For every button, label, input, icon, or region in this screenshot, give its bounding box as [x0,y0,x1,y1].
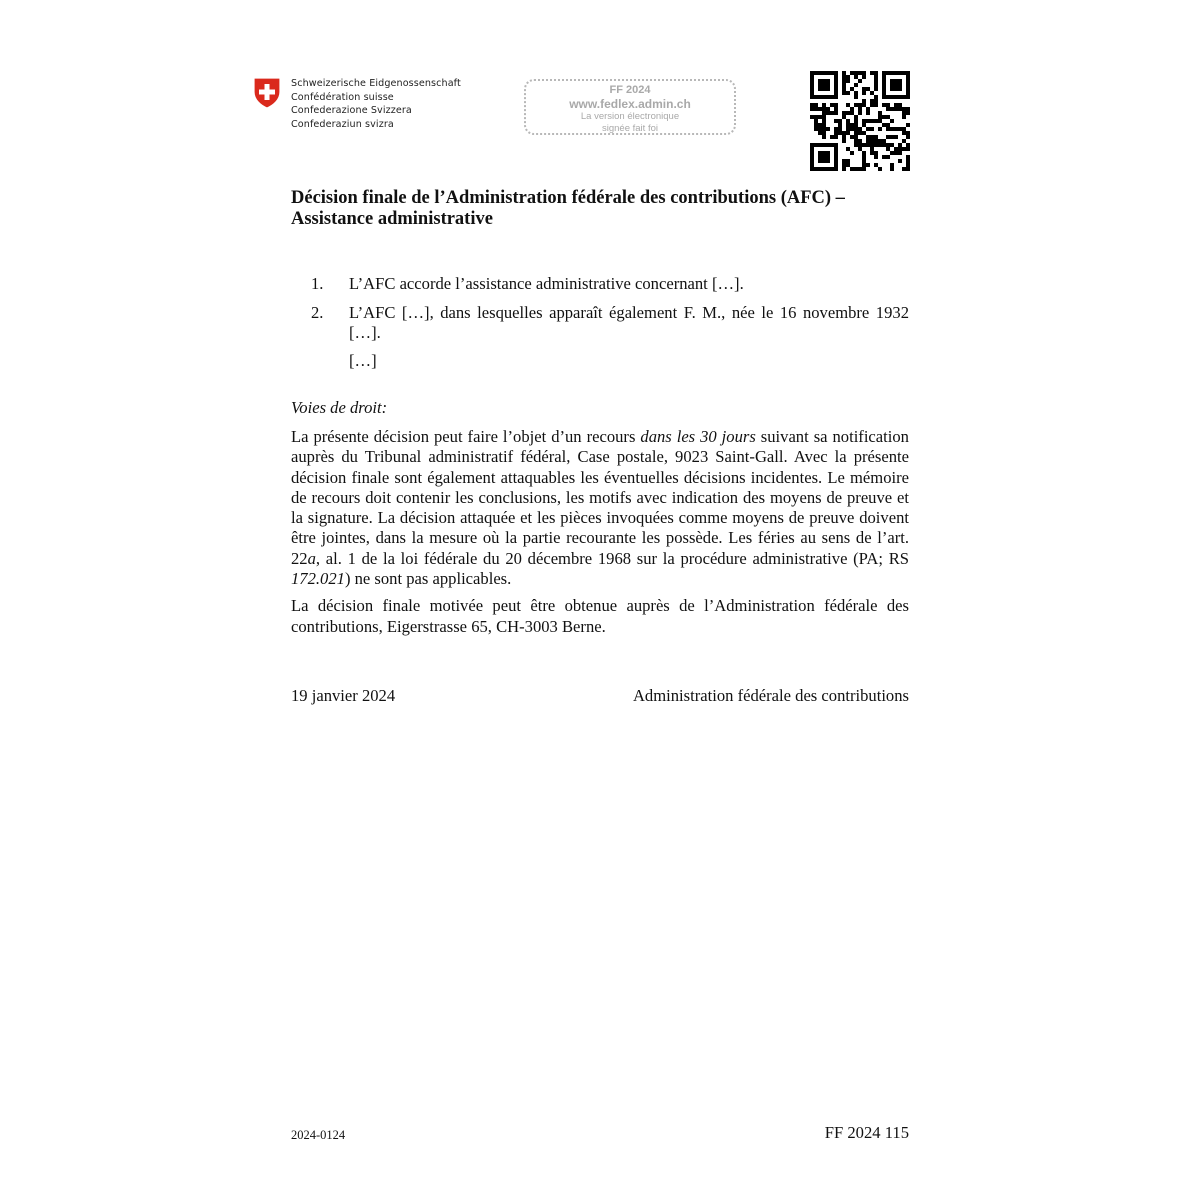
stamp-publication: FF 2024 [609,84,651,96]
remedies-heading: Voies de droit: [291,398,388,417]
item-number: 2. [311,302,324,322]
confederation-names [291,77,461,131]
confederation-name-rm: Confederaziun svizra [291,118,394,130]
confederation-name-fr: Confédération suisse [291,91,394,103]
item-text: L’AFC […], dans lesquelles apparaît également F. M., née le 16 novembre 1932 […]. [349,302,909,342]
swiss-coat-of-arms-icon [253,77,281,109]
footer-reference: FF 2024 115 [824,1123,909,1142]
remedies-text: , al. 1 de la loi fédérale du 20 décembre 1968 sur la procédure administrative (PA; RS [315,548,909,568]
remedies-text: ) ne sont pas applicables. [344,569,512,589]
stamp-note-line1: La version électronique [580,111,680,122]
remedies-section [291,427,909,644]
rs-number: 172.021 [291,569,345,589]
item-text: L’AFC accorde l’assistance administrative concernant […]. [349,274,744,293]
confederation-name-it: Confederazione Svizzera [291,105,412,116]
remedies-paragraph: La décision finale motivée peut être obtenue auprès de l’Administration fédérale des contributions, Eigerstrasse 65, CH-3003 Berne. [291,596,909,636]
remedies-text: La présente décision peut faire l’objet d’un recours [291,427,641,446]
remedies-deadline: dans les 30 jours [640,427,756,446]
issuing-authority: Administration fédérale des contributions [632,686,909,705]
confederation-name-de: Schweizerische Eidgenossenschaft [291,78,461,89]
decision-item [291,274,909,295]
decision-list [291,274,909,371]
decision-item [291,303,909,344]
stamp-url: www.fedlex.admin.ch [569,97,691,111]
electronic-signature-stamp [524,79,736,135]
qr-code-icon [810,71,910,171]
remedies-paragraph [291,427,909,589]
stamp-note-line2: signée fait foi [602,123,658,134]
item-number: 1. [311,274,324,293]
decision-date: 19 janvier 2024 [291,686,396,705]
remedies-text: suivant sa notification auprès du Tribunal administratif fédéral, Case postale, 9023 Saint-Gall. Avec la présente décision finale sont également attaquables les éventuelles décisions incidentes. Le mémoire de recours doit contenir les conclusions, les motifs avec indication des moyens de preuve et la signature. La décision attaquée et les pièces invoquées comme moyens de preuve doivent être jointes, dans la mesure où la partie recourante les possède. Les féries au sens de l’art. 22 [291,427,909,568]
omitted-text-marker: […] [349,350,377,370]
article-letter: a [307,548,316,568]
document-title: Décision finale de l’Administration fédérale des contributions (AFC) – Assistance administrative [291,188,845,229]
footer-document-id: 2024-0124 [291,1128,346,1142]
